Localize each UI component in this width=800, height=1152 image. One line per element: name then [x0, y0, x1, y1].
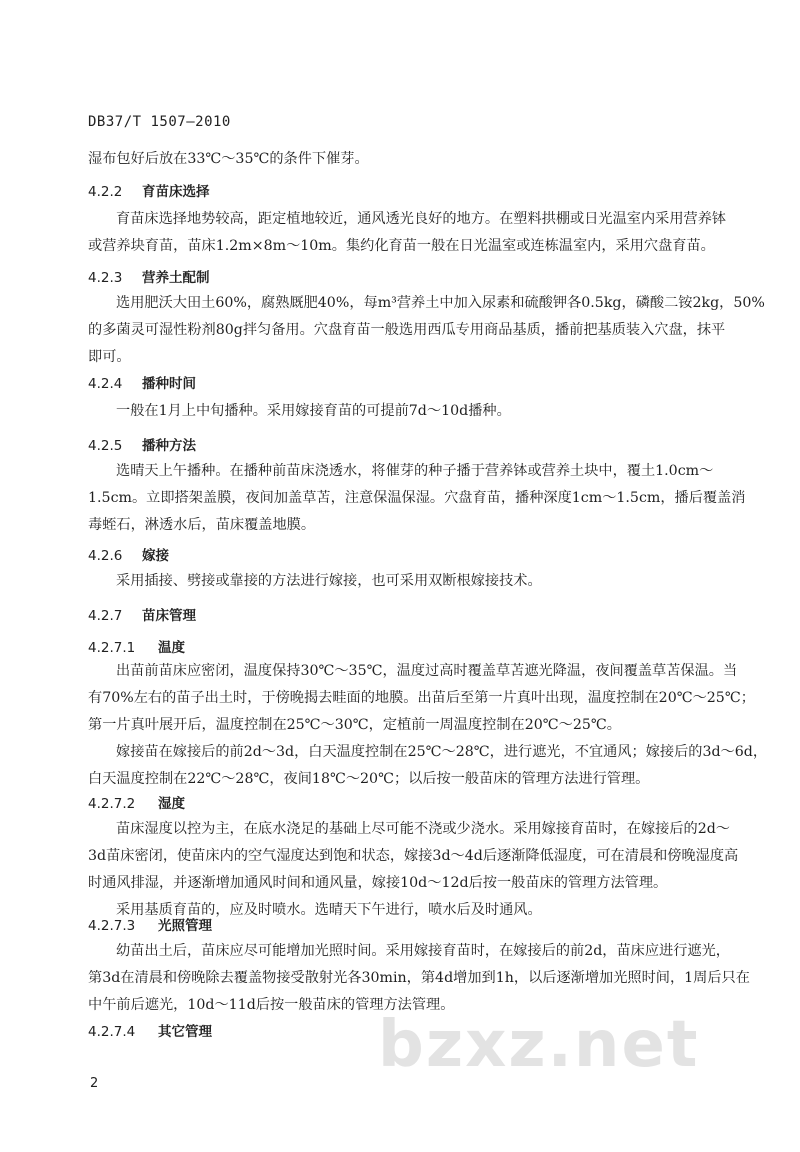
- section-number: 4.2.5: [88, 438, 123, 454]
- paragraph: [88, 398, 726, 425]
- section-title: 光照管理: [158, 918, 212, 934]
- section-title: 播种方法: [142, 438, 196, 454]
- text-line: 即可。: [88, 349, 131, 365]
- section-heading-4-2-4: [88, 372, 196, 392]
- paragraph: [88, 938, 750, 1019]
- section-title: 播种时间: [142, 376, 196, 392]
- document-code: DB37/T 1507—2010: [88, 114, 231, 130]
- section-heading-4-2-7-1: [88, 636, 185, 656]
- section-heading-4-2-5: [88, 434, 196, 454]
- paragraph: [88, 290, 765, 371]
- section-number: 4.2.7.2: [88, 796, 136, 812]
- text-line: 1.5cm。立即搭架盖膜，夜间加盖草苫，注意保温保湿。穴盘育苗，播种深度1cm～1.5cm，播后覆盖消: [88, 490, 746, 506]
- section-number: 4.2.7.1: [88, 640, 136, 656]
- text-line: 或营养块育苗，苗床1.2m×8m～10m。集约化育苗一般在日光温室或连栋温室内，采用穴盘育苗。: [88, 238, 715, 254]
- paragraph: [88, 816, 739, 924]
- section-heading-4-2-7-2: [88, 792, 185, 812]
- section-heading-4-2-6: [88, 544, 169, 564]
- text-line: 选用肥沃大田土60%，腐熟厩肥40%，每m³营养土中加入尿素和硫酸钾各0.5kg，磷酸二铵2kg，50%: [116, 295, 765, 311]
- text-line: 出苗前苗床应密闭，温度保持30℃～35℃，温度过高时覆盖草苫遮光降温，夜间覆盖草苫保温。当: [116, 663, 738, 679]
- page-number: 2: [90, 1076, 99, 1091]
- text-line: 苗床湿度以控为主，在底水浇足的基础上尽可能不浇或少浇水。采用嫁接育苗时，在嫁接后的2d～: [116, 821, 730, 837]
- text-line: 的多菌灵可湿性粉剂80g拌匀备用。穴盘育苗一般选用西瓜专用商品基质，播前把基质装入穴盘，抹平: [88, 322, 726, 338]
- text-line: 嫁接苗在嫁接后的前2d～3d，白天温度控制在25℃～28℃，进行遮光，不宜通风；嫁接后的3d～6d，: [116, 744, 768, 760]
- text-line: 选晴天上午播种。在播种前苗床浇透水，将催芽的种子播于营养钵或营养土块中，覆土1.0cm～: [116, 463, 714, 479]
- text-line: 育苗床选择地势较高，距定植地较近，通风透光良好的地方。在塑料拱棚或日光温室内采用营养钵: [116, 211, 727, 227]
- paragraph: [88, 206, 726, 260]
- section-heading-4-2-7-3: [88, 914, 212, 934]
- text-line: 有70%左右的苗子出土时，于傍晚揭去畦面的地膜。出苗后至第一片真叶出现，温度控制在20℃～25℃；: [88, 690, 755, 706]
- section-heading-4-2-7: [88, 604, 196, 624]
- section-title: 苗床管理: [142, 608, 196, 624]
- section-title: 嫁接: [142, 548, 169, 564]
- section-title: 湿度: [158, 796, 185, 812]
- section-number: 4.2.3: [88, 270, 123, 286]
- section-number: 4.2.4: [88, 376, 123, 392]
- paragraph: [88, 568, 726, 595]
- section-title: 其它管理: [158, 1024, 212, 1040]
- section-number: 4.2.7.3: [88, 918, 136, 934]
- text-line: 3d苗床密闭，使苗床内的空气湿度达到饱和状态，嫁接3d～4d后逐渐降低湿度，可在清晨和傍晚湿度高: [88, 848, 739, 864]
- text-line: 时通风排湿，并逐渐增加通风时间和通风量，嫁接10d～12d后按一般苗床的管理方法管理。: [88, 875, 668, 891]
- section-title: 营养土配制: [142, 270, 210, 286]
- text-line: 白天温度控制在22℃～28℃，夜间18℃～20℃；以后按一般苗床的管理方法进行管理。: [88, 771, 650, 787]
- text-line: 采用插接、劈接或靠接的方法进行嫁接，也可采用双断根嫁接技术。: [116, 573, 542, 589]
- section-heading-4-2-2: [88, 180, 210, 200]
- paragraph: [88, 146, 726, 173]
- text-line: 第3d在清晨和傍晚除去覆盖物接受散射光各30min，第4d增加到1h，以后逐渐增加光照时间，1周后只在: [88, 970, 750, 986]
- section-number: 4.2.7.4: [88, 1024, 136, 1040]
- paragraph: [88, 658, 768, 793]
- section-number: 4.2.2: [88, 184, 123, 200]
- section-number: 4.2.7: [88, 608, 123, 624]
- section-number: 4.2.6: [88, 548, 123, 564]
- text-line: 第一片真叶展开后，温度控制在25℃～30℃，定植前一周温度控制在20℃～25℃。: [88, 717, 621, 733]
- text-line: 中午前后遮光，10d～11d后按一般苗床的管理方法管理。: [88, 997, 455, 1013]
- text-line: 湿布包好后放在33℃～35℃的条件下催芽。: [88, 151, 369, 167]
- section-heading-4-2-7-4: [88, 1020, 212, 1040]
- text-line: 一般在1月上中旬播种。采用嫁接育苗的可提前7d～10d播种。: [116, 403, 511, 419]
- text-line: 幼苗出土后，苗床应尽可能增加光照时间。采用嫁接育苗时，在嫁接后的前2d，苗床应进行遮光，: [116, 943, 730, 959]
- section-title: 育苗床选择: [142, 184, 210, 200]
- text-line: 毒蛭石，淋透水后，苗床覆盖地膜。: [88, 517, 316, 533]
- paragraph: [88, 458, 746, 539]
- section-heading-4-2-3: [88, 266, 210, 286]
- watermark: bzxz.net: [378, 1008, 700, 1082]
- text-line: 采用基质育苗的，应及时喷水。选晴天下午进行，喷水后及时通风。: [116, 902, 542, 918]
- section-title: 温度: [158, 640, 185, 656]
